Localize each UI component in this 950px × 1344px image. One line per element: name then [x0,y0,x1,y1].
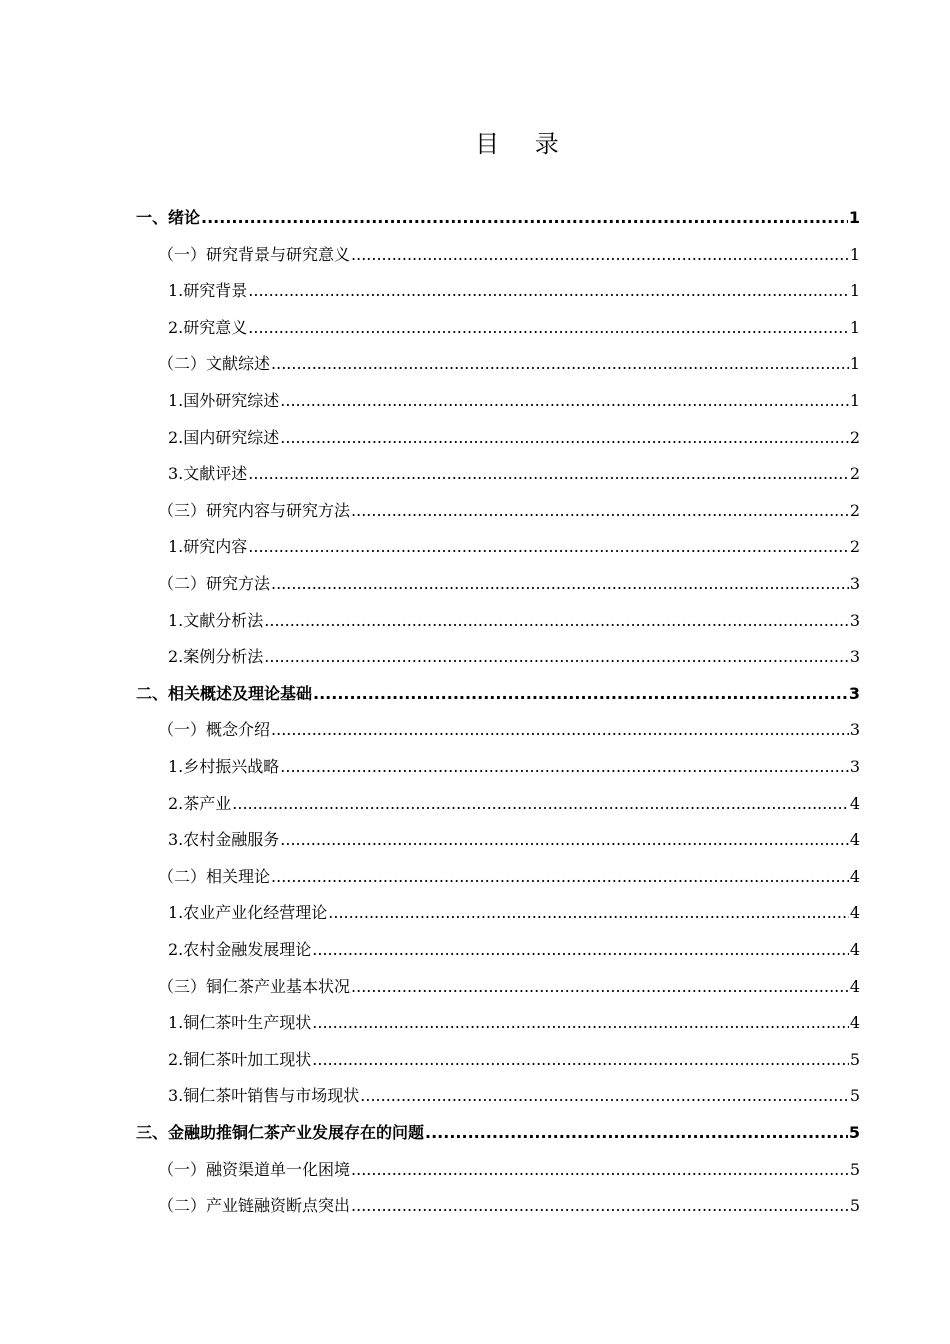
toc-entry-page-number: 3 [849,647,860,667]
toc-entry-page-number: 4 [849,976,860,996]
toc-entry[interactable] [168,420,860,456]
toc-entry-page-number: 1 [849,317,860,337]
toc-entry-page-number: 3 [848,683,860,703]
toc-entry-page-number: 4 [849,866,860,886]
toc-entry-page-number: 5 [849,1086,860,1106]
toc-entry[interactable] [168,529,860,565]
toc-dot-leader [271,859,849,895]
toc-entry-page-number: 3 [849,757,860,776]
toc-dot-leader [328,895,849,931]
toc-dot-leader [271,346,849,382]
toc-entry-page-number: 5 [849,1196,860,1216]
toc-entry[interactable] [158,346,860,382]
toc-entry-label: （二）相关理论 [158,866,271,886]
toc-entry-page-number: 5 [848,1123,860,1142]
toc-entry[interactable] [158,859,860,895]
toc-entry-label: 1.乡村振兴战略 [168,757,280,776]
toc-entry-label: （三）铜仁茶产业基本状况 [158,976,351,996]
toc-entry-label: （三）研究内容与研究方法 [158,500,351,520]
toc-entry[interactable] [136,1115,860,1151]
toc-entry-label: 三、金融助推铜仁茶产业发展存在的问题 [136,1123,425,1142]
toc-entry-page-number: 5 [849,1049,860,1069]
toc-entry-label: 1.研究内容 [168,537,248,557]
toc-entry-page-number: 4 [849,940,860,959]
toc-entry[interactable] [168,1078,860,1114]
toc-entry[interactable] [168,895,860,931]
toc-entry[interactable] [136,676,860,712]
toc-entry-page-number: 2 [849,427,860,447]
toc-dot-leader [351,1152,849,1188]
toc-entry-page-number: 4 [849,793,860,813]
toc-entry-label: （二）研究方法 [158,574,271,593]
toc-dot-leader [248,310,849,346]
toc-entry[interactable] [158,969,860,1005]
toc-entry[interactable] [158,1152,860,1188]
toc-entry-label: 一、绪论 [136,208,201,227]
toc-entry[interactable] [168,749,860,785]
toc-entry[interactable] [168,273,860,309]
toc-entry[interactable] [158,493,860,529]
toc-entry-label: 2.案例分析法 [168,647,264,667]
toc-dot-leader [312,1005,849,1041]
toc-dot-leader [351,1188,849,1224]
toc-entry-page-number: 4 [849,830,860,850]
toc-dot-leader [351,237,849,273]
toc-dot-leader [360,1078,849,1114]
toc-entry-label: 2.茶产业 [168,793,232,813]
toc-dot-leader [280,420,849,456]
toc-entry-page-number: 1 [849,354,860,374]
toc-entry-page-number: 2 [849,464,860,484]
toc-entry-page-number: 5 [849,1159,860,1179]
toc-entry-page-number: 4 [849,903,860,923]
toc-entry-label: （一）研究背景与研究意义 [158,244,351,264]
toc-entry-label: （二）文献综述 [158,354,271,374]
toc-entry-page-number: 1 [849,281,860,301]
toc-entry-label: （一）概念介绍 [158,720,271,740]
toc-entry[interactable] [158,566,860,602]
toc-entry-page-number: 2 [849,500,860,520]
toc-entry[interactable] [168,786,860,822]
toc-dot-leader [280,822,849,858]
toc-entry-page-number: 3 [849,610,860,630]
toc-entry[interactable] [158,1188,860,1224]
toc-dot-leader [248,529,849,565]
toc-entry[interactable] [168,1042,860,1078]
toc-entry-page-number: 3 [849,720,860,740]
toc-entry[interactable] [158,237,860,273]
toc-entry-page-number: 1 [849,244,860,264]
toc-entry[interactable] [168,310,860,346]
toc-dot-leader [201,200,848,236]
toc-entry[interactable] [168,822,860,858]
toc-entry-label: 1.文献分析法 [168,610,264,630]
toc-entry-label: （一）融资渠道单一化困境 [158,1159,351,1179]
page-title: 目 录 [475,130,573,158]
toc-entry-label: 1.农业产业化经营理论 [168,903,328,923]
toc-entry-page-number: 1 [848,208,860,227]
toc-entry-page-number: 4 [849,1013,860,1033]
toc-dot-leader [312,1042,849,1078]
toc-dot-leader [280,749,849,785]
toc-entry-label: 2.国内研究综述 [168,427,280,447]
toc-entry-label: 2.铜仁茶叶加工现状 [168,1049,312,1069]
toc-dot-leader [232,786,849,822]
toc-entry[interactable] [168,1005,860,1041]
toc-entry-label: 1.研究背景 [168,281,248,301]
toc-entry-label: （二）产业链融资断点突出 [158,1196,351,1216]
toc-entry[interactable] [168,932,860,968]
toc-entry[interactable] [168,383,860,419]
toc-dot-leader [313,676,848,712]
toc-dot-leader [271,566,849,602]
toc-entry[interactable] [158,712,860,748]
toc-entry-label: 3.文献评述 [168,464,248,484]
toc-dot-leader [264,603,849,639]
toc-entry[interactable] [168,603,860,639]
toc-dot-leader [351,969,849,1005]
toc-entry[interactable] [136,200,860,236]
toc-dot-leader [312,932,849,968]
toc-dot-leader [264,639,849,675]
toc-dot-leader [425,1115,848,1151]
toc-dot-leader [248,456,849,492]
toc-entry-page-number: 2 [849,537,860,557]
toc-entry-label: 3.农村金融服务 [168,830,280,850]
toc-entry[interactable] [168,456,860,492]
toc-entry-page-number: 1 [849,391,860,410]
toc-entry-label: 1.铜仁茶叶生产现状 [168,1013,312,1033]
toc-entry-label: 2.研究意义 [168,317,248,337]
toc-dot-leader [271,712,849,748]
toc-entry-label: 3.铜仁茶叶销售与市场现状 [168,1086,360,1106]
toc-dot-leader [351,493,849,529]
toc-entry-label: 二、相关概述及理论基础 [136,683,313,703]
toc-entry-label: 1.国外研究综述 [168,391,280,410]
toc-entry-label: 2.农村金融发展理论 [168,940,312,959]
toc-dot-leader [248,273,849,309]
toc-entry-page-number: 3 [849,574,860,593]
toc-dot-leader [280,383,849,419]
toc-entry[interactable] [168,639,860,675]
